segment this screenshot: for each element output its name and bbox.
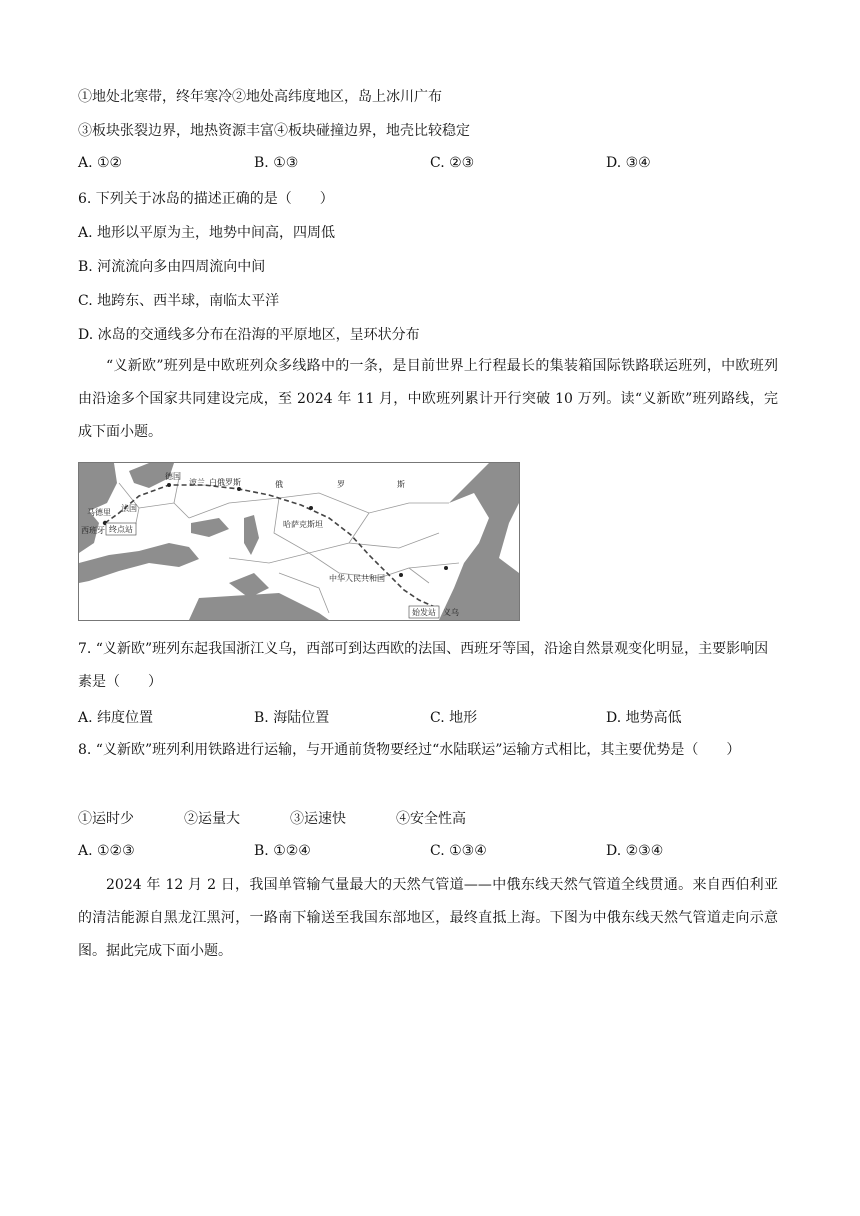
station-dot-beijing [444, 566, 448, 570]
q5-option-b: B. ①③ [254, 155, 299, 171]
label-madrid: 马德里 [87, 508, 111, 517]
q8-item-3: ③运速快 [290, 811, 346, 827]
label-origin: 始发站 [412, 608, 436, 617]
arabian-sea [189, 593, 329, 620]
station-dot-china [399, 573, 403, 577]
q6-option-c: C. 地跨东、西半球，南临太平洋 [78, 293, 280, 309]
q8-option-b: B. ①②④ [254, 843, 311, 859]
label-terminal: 终点站 [109, 525, 133, 534]
east-sea [439, 463, 519, 620]
q8-option-d: D. ②③④ [606, 843, 664, 859]
caspian-sea [244, 515, 259, 555]
label-russia-2: 罗 [337, 480, 345, 489]
q5-statement-line-2: ③板块张裂边界，地热资源丰富④板块碰撞边界，地壳比较稳定 [78, 123, 470, 139]
label-germany: 德国 [165, 472, 181, 481]
label-poland: 波兰 [189, 478, 205, 487]
q7-option-c: C. 地形 [430, 710, 478, 726]
q7-stem: 7. “义新欧”班列东起我国浙江义乌，西部可到达西欧的法国、西班牙等国，沿途自然景观变化明显，主要影响因素是（ ） [78, 641, 769, 690]
black-sea [191, 518, 229, 537]
q8-item-1: ①运时少 [78, 811, 134, 827]
q5-statement-line-1: ①地处北寒带，终年寒冷②地处高纬度地区，岛上冰川广布 [78, 89, 442, 105]
q5-option-a: A. ①② [78, 155, 123, 171]
q5-option-d: D. ③④ [606, 155, 651, 171]
q6-stem: 6. 下列关于冰岛的描述正确的是（ ） [78, 191, 334, 207]
q8-item-2: ②运量大 [184, 811, 240, 827]
passage-pipeline: 2024 年 12 月 2 日，我国单管输气量最大的天然气管道——中俄东线天然气管道全线贯通。来自西伯利亚的清洁能源自黑龙江黑河，一路南下输送至我国东部地区，最终直抵上海。下图为中俄东线天然气管道走向示意图。据此完成下面小题。 [78, 877, 778, 959]
station-dot-kazakhstan [309, 506, 313, 510]
label-france: 法国 [121, 504, 137, 513]
q7-option-b: B. 海陆位置 [254, 710, 330, 726]
passage-yixinou: “义新欧”班列是中欧班列众多线路中的一条，是目前世界上行程最长的集装箱国际铁路联运班列，中欧班列由沿途多个国家共同建设完成，至 2024 年 11 月，中欧班列累计开行突破 10 万列。读“义新欧”班列路线，完成下面小题。 [78, 358, 778, 440]
label-yiwu: 义乌 [443, 608, 459, 617]
label-belarus: 白俄罗斯 [209, 478, 241, 487]
label-russia-3: 斯 [397, 480, 405, 489]
label-china: 中华人民共和国 [329, 574, 385, 583]
label-spain: 西班牙 [81, 526, 105, 535]
label-kazakhstan: 哈萨克斯坦 [283, 520, 323, 529]
q8-option-a: A. ①②③ [78, 843, 135, 859]
label-russia-1: 俄 [275, 480, 283, 489]
q8-item-4: ④安全性高 [396, 811, 466, 827]
q6-option-b: B. 河流流向多由四周流向中间 [78, 259, 266, 275]
q7-option-d: D. 地势高低 [606, 710, 682, 726]
q6-option-d: D. 冰岛的交通线多分布在沿海的平原地区，呈环状分布 [78, 327, 420, 343]
yixinou-route-map [78, 462, 520, 621]
station-dot-belarus [237, 487, 241, 491]
station-dot-germany [167, 483, 171, 487]
q6-option-a: A. 地形以平原为主，地势中间高，四周低 [78, 225, 336, 241]
q8-option-c: C. ①③④ [430, 843, 487, 859]
q8-stem: 8. “义新欧”班列利用铁路进行运输，与开通前货物要经过“水陆联运”运输方式相比，其主要优势是（ ） [78, 742, 741, 758]
q5-option-c: C. ②③ [430, 155, 475, 171]
route-map-graphic [79, 463, 519, 620]
mediterranean-sea [79, 543, 199, 583]
q7-option-a: A. 纬度位置 [78, 710, 154, 726]
